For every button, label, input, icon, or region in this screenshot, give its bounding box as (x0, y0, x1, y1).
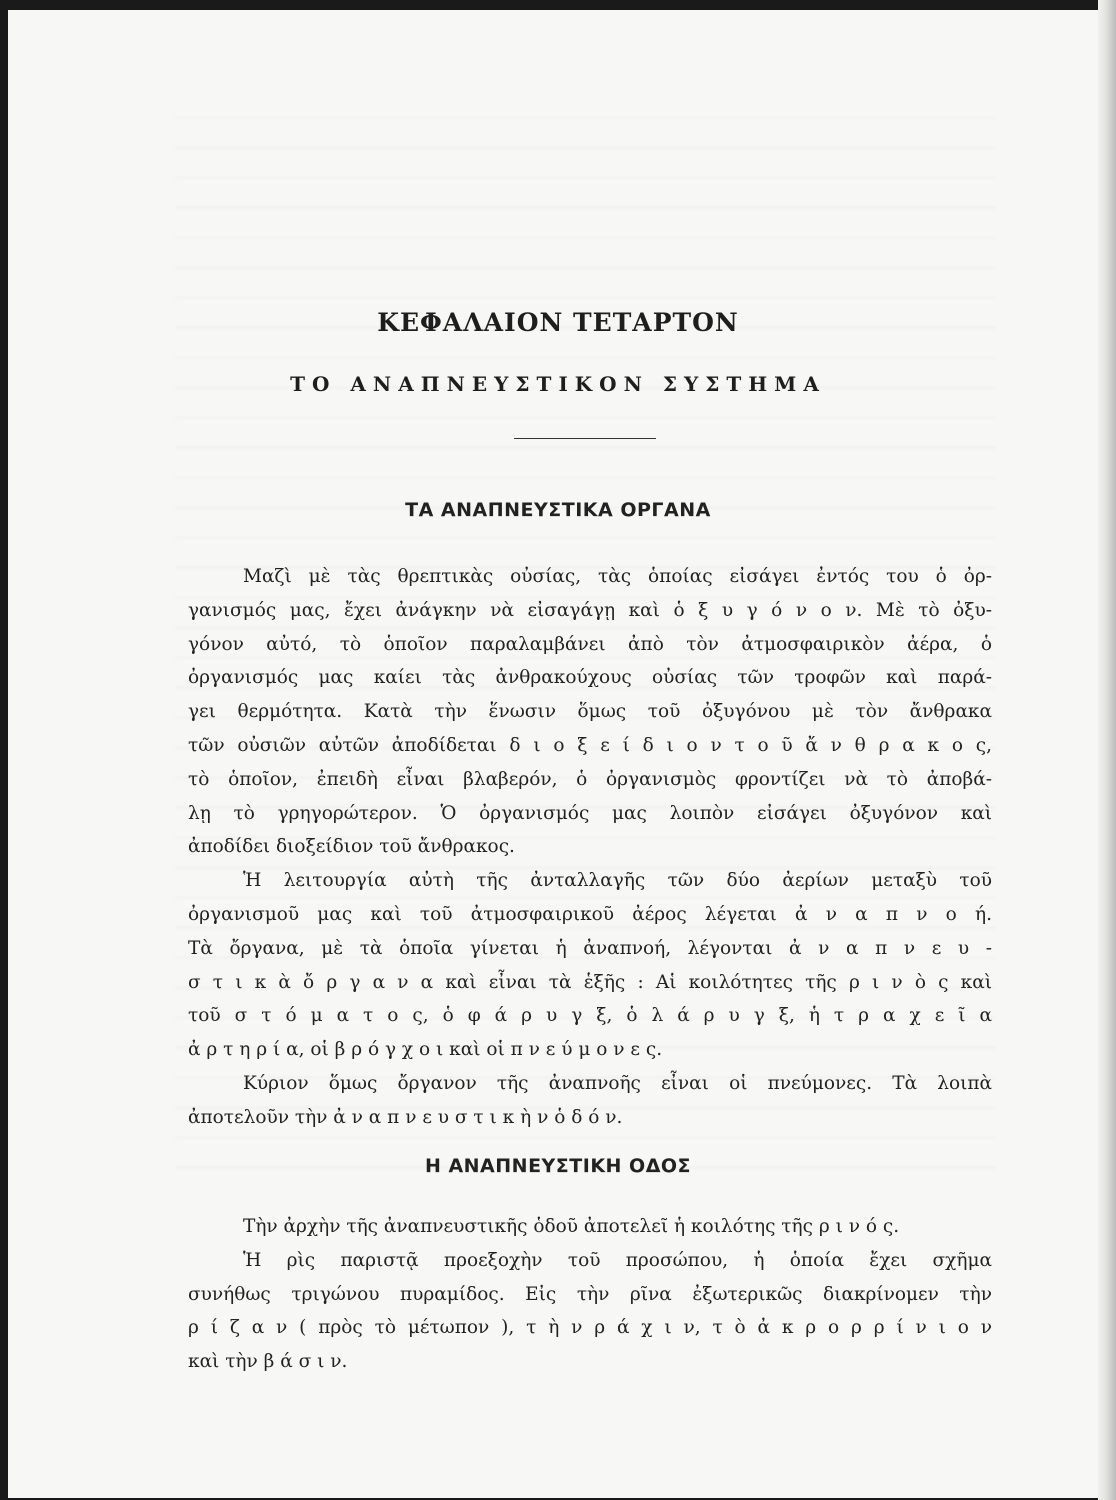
text-line: γανισμός μας, ἔχει ἀνάγκην νὰ εἰσαγάγῃ καὶ ὁ ξ υ γ ό ν ο ν. Μὲ τὸ ὀξυ- (188, 599, 992, 621)
page-edge (1098, 0, 1116, 1500)
text-line: ὀργανισμός μας καίει τὰς ἀνθρακούχους οὐσίας τῶν τροφῶν καὶ παρά- (188, 667, 992, 689)
text-line: Τὰ ὄργανα, μὲ τὰ ὁποῖα γίνεται ἡ ἀναπνοή, λέγονται ἀ ν α π ν ε υ - (188, 937, 992, 959)
text-line: ρ ί ζ α ν ( πρὸς τὸ μέτωπον ), τ ὴ ν ρ ά χ ι ν, τ ὸ ἀ κ ρ ο ρ ρ ί ν ι ο ν (188, 1317, 992, 1339)
text-line: τὸ ὁποῖον, ἐπειδὴ εἶναι βλαβερόν, ὁ ὀργανισμὸς φροντίζει νὰ τὸ ἀποβά- (188, 768, 992, 790)
divider (514, 438, 656, 439)
text-line: Ἡ ρὶς παριστᾷ προεξοχὴν τοῦ προσώπου, ἡ ὁποία ἔχει σχῆμα (243, 1249, 992, 1271)
text-line: Κύριον ὅμως ὄργανον τῆς ἀναπνοῆς εἶναι οἱ πνεύμονες. Τὰ λοιπὰ (243, 1072, 992, 1094)
text-line: ἀποδίδει διοξείδιον τοῦ ἄνθρακος. (188, 836, 515, 858)
text-line: Τὴν ἀρχὴν τῆς ἀναπνευστικῆς ὁδοῦ ἀποτελεῖ ἡ κοιλότης τῆς ρ ι ν ό ς. (243, 1216, 900, 1237)
text-line: καὶ τὴν β ά σ ι ν. (188, 1351, 348, 1373)
text-line: ὀργανισμοῦ μας καὶ τοῦ ἀτμοσφαιρικοῦ ἀέρος λέγεται ἀ ν α π ν ο ή. (188, 903, 992, 925)
text-line: γει θερμότητα. Κατὰ τὴν ἕνωσιν ὅμως τοῦ ὀξυγόνου μὲ τὸν ἄνθρακα (188, 701, 992, 723)
text-line: Ἡ λειτουργία αὐτὴ τῆς ἀνταλλαγῆς τῶν δύο ἀερίων μεταξὺ τοῦ (243, 870, 992, 892)
section-heading: Η ΑΝΑΠΝΕΥΣΤΙΚΗ ΟΔΟΣ (424, 1155, 692, 1177)
text-line: σ τ ι κ ὰ ὄ ρ γ α ν α καὶ εἶναι τὰ ἑξῆς : Αἱ κοιλότητες τῆς ρ ι ν ὸ ς καὶ (188, 971, 992, 993)
text-line: γόνον αὐτό, τὸ ὁποῖον παραλαμβάνει ἀπὸ τὸν ἀτμοσφαιρικὸν ἀέρα, ὁ (188, 633, 992, 655)
text-line: συνήθως τριγώνου πυραμίδος. Εἰς τὴν ρῖνα ἐξωτερικῶς διακρίνομεν τὴν (188, 1283, 992, 1305)
section-body (188, 1210, 992, 1379)
chapter-subtitle: ΤΟ ΑΝΑΠΝΕΥΣΤΙΚΟΝ ΣΥΣΤΗΜΑ (290, 372, 826, 396)
text-line: Μαζὶ μὲ τὰς θρεπτικὰς οὐσίας, τὰς ὁποίας εἰσάγει ἐντός του ὁ ὀρ- (243, 566, 992, 587)
section-heading: ΤΑ ΑΝΑΠΝΕΥΣΤΙΚΑ ΟΡΓΑΝΑ (405, 499, 711, 521)
text-line: ἀποτελοῦν τὴν ἀ ν α π ν ε υ σ τ ι κ ὴ ν ὁ δ ό ν. (188, 1106, 623, 1128)
chapter-title: ΚΕΦΑΛΑΙΟΝ ΤΕΤΑΡΤΟΝ (377, 308, 739, 337)
text-line: ἀ ρ τ η ρ ί α, οἱ β ρ ό γ χ ο ι καὶ οἱ π ν ε ύ μ ο ν ε ς. (188, 1039, 663, 1061)
text-line: τῶν οὐσιῶν αὐτῶν ἀποδίδεται δ ι ο ξ ε ί δ ι ο ν τ ο ῦ ἄ ν θ ρ α κ ο ς, (188, 734, 992, 756)
section-body (188, 560, 992, 1135)
text-line: λῃ τὸ γρηγορώτερον. Ὁ ὀργανισμός μας λοιπὸν εἰσάγει ὀξυγόνον καὶ (188, 802, 992, 824)
text-line: τοῦ σ τ ό μ α τ ο ς, ὁ φ ά ρ υ γ ξ, ὁ λ ά ρ υ γ ξ, ἡ τ ρ α χ ε ῖ α (188, 1005, 992, 1027)
